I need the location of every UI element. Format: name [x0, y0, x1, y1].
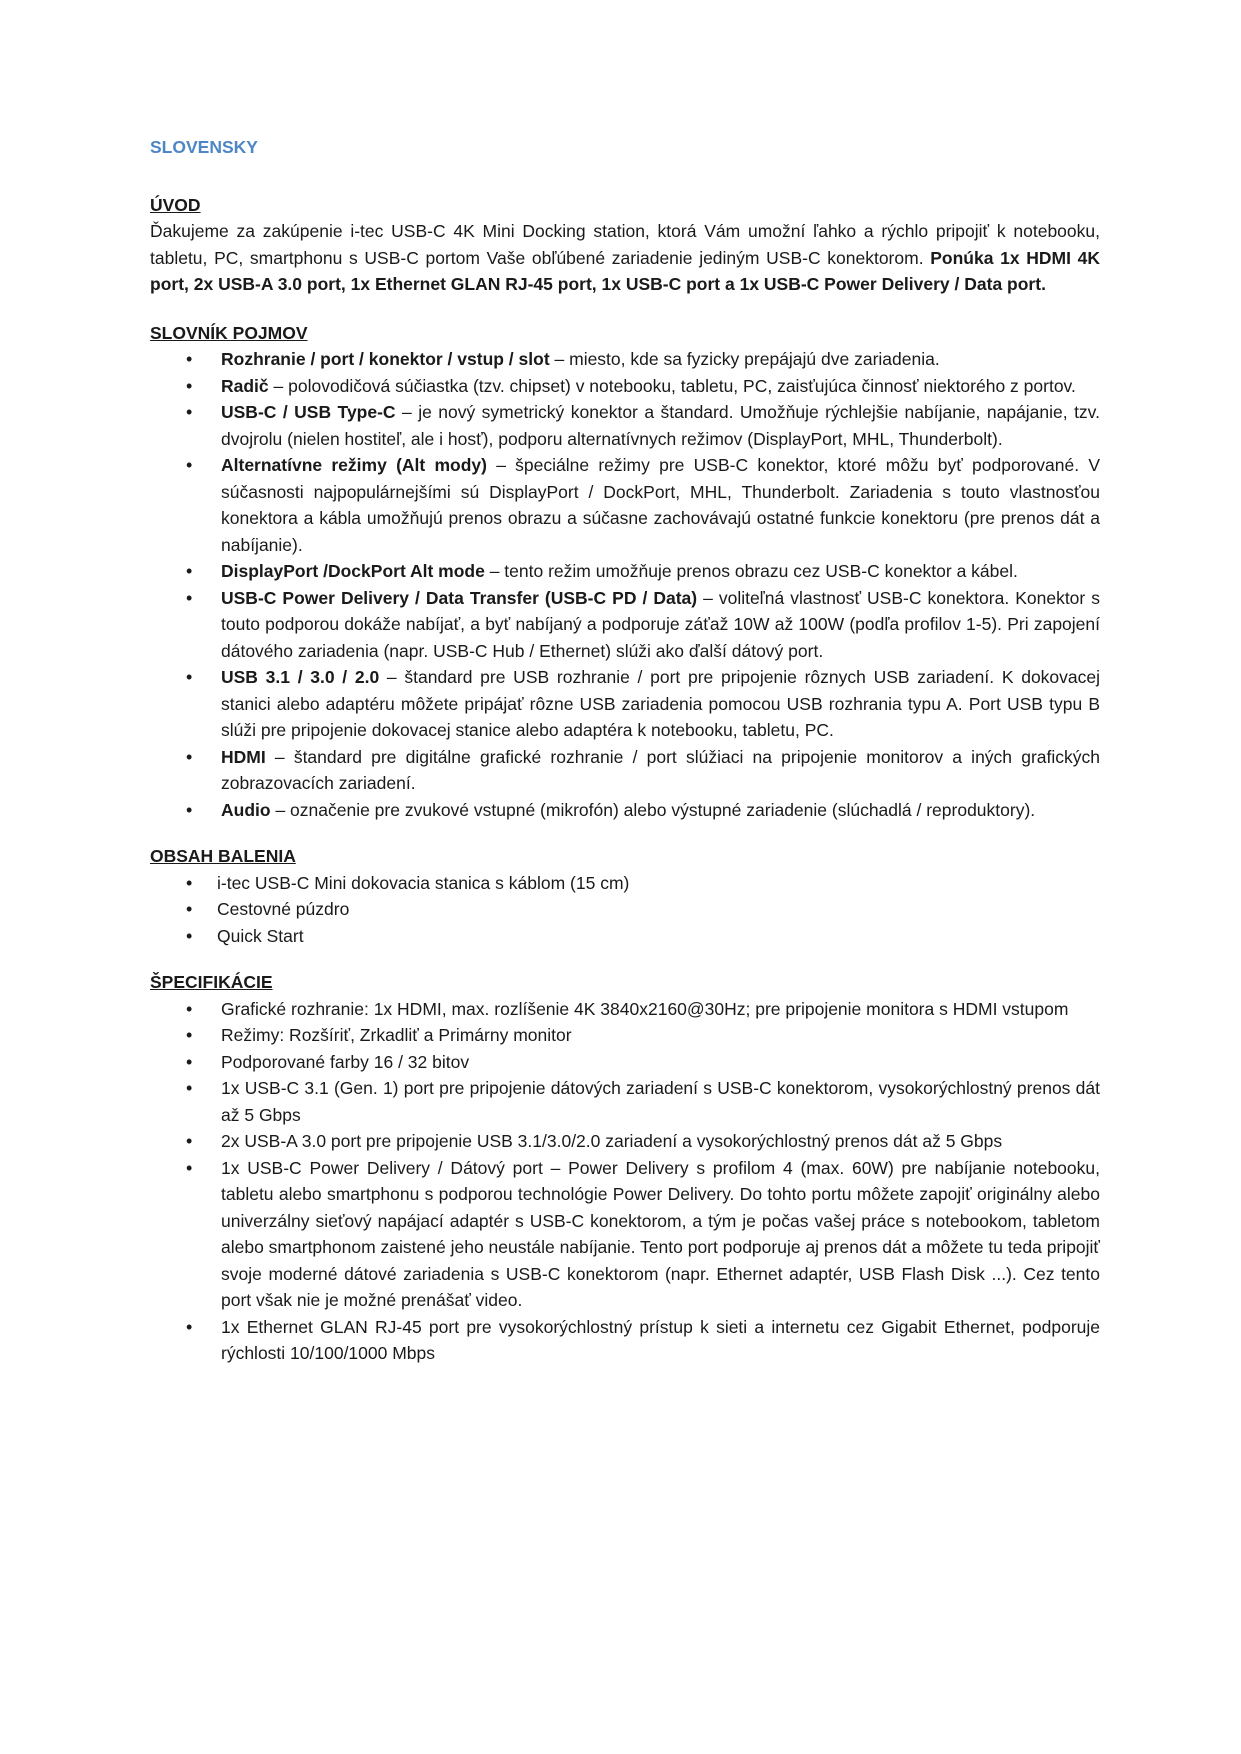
spec-item-text: 1x USB-C 3.1 (Gen. 1) port pre pripojenie dátových zariadení s USB-C konektorom, vysokorýchlostný prenos dát až 5 Gbps	[221, 1078, 1100, 1125]
bullet: •	[186, 667, 193, 687]
glossary-item	[150, 797, 1100, 824]
bullet: •	[186, 455, 193, 475]
bullet: •	[186, 746, 193, 767]
glossary-term: Alternatívne režimy (Alt mody)	[221, 455, 487, 475]
glossary-term: Rozhranie / port / konektor / vstup / slot	[221, 349, 550, 369]
specs-heading: ŠPECIFIKÁCIE	[150, 972, 273, 992]
spec-item	[150, 1128, 1100, 1155]
package-item	[150, 870, 1100, 897]
spec-item	[150, 996, 1100, 1023]
bullet: •	[186, 1025, 193, 1045]
bullet: •	[186, 587, 193, 608]
glossary-desc: – je nový symetrický konektor a štandard. Umožňuje rýchlejšie nabíjanie, napájanie, tzv. dvojrolu (nielen hostiteľ, ale i hosť), podporu alternatívnych režimov (DisplayPort, MHL, Thunderbolt).	[221, 402, 1100, 449]
glossary-desc: – polovodičová súčiastka (tzv. chipset) v notebooku, tabletu, PC, zaisťujúca činnosť niektorého z portov.	[268, 375, 1076, 396]
glossary-desc: – štandard pre USB rozhranie / port pre pripojenie rôznych USB zariadení. K dokovacej stanici alebo adaptéru môžete pripájať rôzne USB zariadenia pomocou USB rozhrania typu A. Port USB typu B slúži pre pripojenie dokovacej stanice alebo adaptéra k notebooku, tabletu, PC.	[221, 667, 1101, 740]
bullet: •	[186, 349, 193, 369]
glossary-desc: – miesto, kde sa fyzicky prepájajú dve zariadenia.	[549, 349, 940, 369]
intro-bold-text: Ponúka 1x HDMI 4K port, 2x USB-A 3.0 port, 1x Ethernet GLAN RJ-45 port, 1x USB-C port a 1x USB-C Power Delivery / Data port.	[150, 247, 1100, 294]
glossary-term: USB 3.1 / 3.0 / 2.0	[221, 667, 380, 687]
glossary-item	[150, 558, 1100, 585]
package-list	[150, 870, 1100, 950]
glossary-heading: SLOVNÍK POJMOV	[150, 322, 308, 343]
bullet: •	[186, 1051, 193, 1072]
spec-item-text: Grafické rozhranie: 1x HDMI, max. rozlíšenie 4K 3840x2160@30Hz; pre pripojenie monitora s HDMI vstupom	[221, 998, 1069, 1019]
intro-text: Ďakujeme za zakúpenie i-tec USB-C 4K Mini Docking station, ktorá Vám umožní ľahko a rýchlo pripojiť k notebooku, tabletu, PC, smartphonu s USB-C portom Vaše obľúbené zariadenie jediným USB-C konektorom.	[150, 221, 1100, 268]
glossary-desc: – tento režim umožňuje prenos obrazu cez USB-C konektor a kábel.	[484, 561, 1018, 581]
intro-heading: ÚVOD	[150, 194, 201, 215]
bullet: •	[186, 872, 193, 893]
package-item-text: i-tec USB-C Mini dokovacia stanica s káblom (15 cm)	[217, 872, 630, 893]
specs-list	[150, 996, 1100, 1367]
package-item-text: Quick Start	[217, 925, 304, 946]
document-page	[150, 130, 1100, 1367]
bullet: •	[186, 375, 193, 396]
spec-item	[150, 1022, 1100, 1049]
bullet: •	[186, 1131, 193, 1151]
glossary-desc: – štandard pre digitálne grafické rozhranie / port slúžiaci na pripojenie monitorov a iných grafických zobrazovacích zariadení.	[221, 746, 1100, 793]
glossary-term: Radič	[221, 375, 269, 396]
bullet: •	[186, 925, 193, 946]
package-item-text: Cestovné púzdro	[217, 899, 350, 919]
spec-item	[150, 1075, 1100, 1128]
spec-item	[150, 1155, 1100, 1314]
bullet: •	[186, 1316, 193, 1337]
glossary-item	[150, 346, 1100, 373]
spec-item	[150, 1314, 1100, 1367]
intro-paragraph	[150, 218, 1100, 298]
package-item	[150, 896, 1100, 923]
spec-item-text: Podporované farby 16 / 32 bitov	[221, 1051, 470, 1072]
glossary-term: DisplayPort /DockPort Alt mode	[221, 561, 485, 581]
glossary-desc: – voliteľná vlastnosť USB-C konektora. Konektor s touto podporou dokáže nabíjať, a byť nabíjaný a podporuje záťaž 10W až 100W (podľa profilov 1-5). Pri zapojení dátového zariadenia (napr. USB-C Hub / Ethernet) slúži ako ďalší dátový port.	[221, 587, 1100, 661]
spec-item-text: Režimy: Rozšíriť, Zrkadliť a Primárny monitor	[221, 1025, 572, 1045]
spec-item-text: 1x Ethernet GLAN RJ-45 port pre vysokorýchlostný prístup k sieti a internetu cez Gigabit Ethernet, podporuje rýchlosti 10/100/1000 Mbps	[221, 1316, 1100, 1363]
spec-item	[150, 1049, 1100, 1076]
bullet: •	[186, 799, 193, 820]
bullet: •	[186, 899, 193, 919]
glossary-term: USB-C Power Delivery / Data Transfer (USB-C PD / Data)	[221, 587, 698, 608]
glossary-desc: – špeciálne režimy pre USB-C konektor, ktoré môžu byť podporované. V súčasnosti najpopulárnejšími sú DisplayPort / DockPort, MHL, Thunderbolt. Zariadenia s touto vlastnosťou konektora a kábla umožňujú prenos obrazu a súčasne zachovávajú ostatné funkcie konektoru (pre prenos dát a nabíjanie).	[221, 455, 1101, 555]
bullet: •	[186, 402, 193, 422]
glossary-term: HDMI	[221, 746, 266, 767]
language-label: SLOVENSKY	[150, 137, 258, 157]
glossary-desc: – označenie pre zvukové vstupné (mikrofón) alebo výstupné zariadenie (slúchadlá / reproduktory).	[270, 799, 1036, 820]
glossary-item	[150, 664, 1100, 744]
bullet: •	[186, 998, 193, 1019]
bullet: •	[186, 561, 193, 581]
package-heading: OBSAH BALENIA	[150, 846, 296, 866]
bullet: •	[186, 1078, 193, 1098]
glossary-item	[150, 585, 1100, 665]
package-item	[150, 923, 1100, 950]
glossary-term: Audio	[221, 799, 271, 820]
bullet: •	[186, 1157, 193, 1178]
glossary-list	[150, 346, 1100, 823]
spec-item-text: 2x USB-A 3.0 port pre pripojenie USB 3.1/3.0/2.0 zariadení a vysokorýchlostný prenos dát až 5 Gbps	[221, 1131, 1003, 1151]
glossary-item	[150, 399, 1100, 452]
glossary-item	[150, 452, 1100, 558]
glossary-item	[150, 744, 1100, 797]
glossary-item	[150, 373, 1100, 400]
spec-item-text: 1x USB-C Power Delivery / Dátový port – Power Delivery s profilom 4 (max. 60W) pre nabíjanie notebooku, tabletu alebo smartphonu s podporou technológie Power Delivery. Do tohto portu môžete zapojiť originálny alebo univerzálny sieťový napájací adaptér s USB-C konektorom, a tým je počas vašej práce s notebookom, tabletom alebo smartphonom zaistené jeho neustále nabíjanie. Tento port podporuje aj prenos dát a môžete tu teda pripojiť svoje moderné dátové zariadenia s USB-C konektorom (napr. Ethernet adaptér, USB Flash Disk ...). Cez tento port však nie je možné prenášať video.	[221, 1157, 1100, 1310]
glossary-term: USB-C / USB Type-C	[221, 402, 396, 422]
